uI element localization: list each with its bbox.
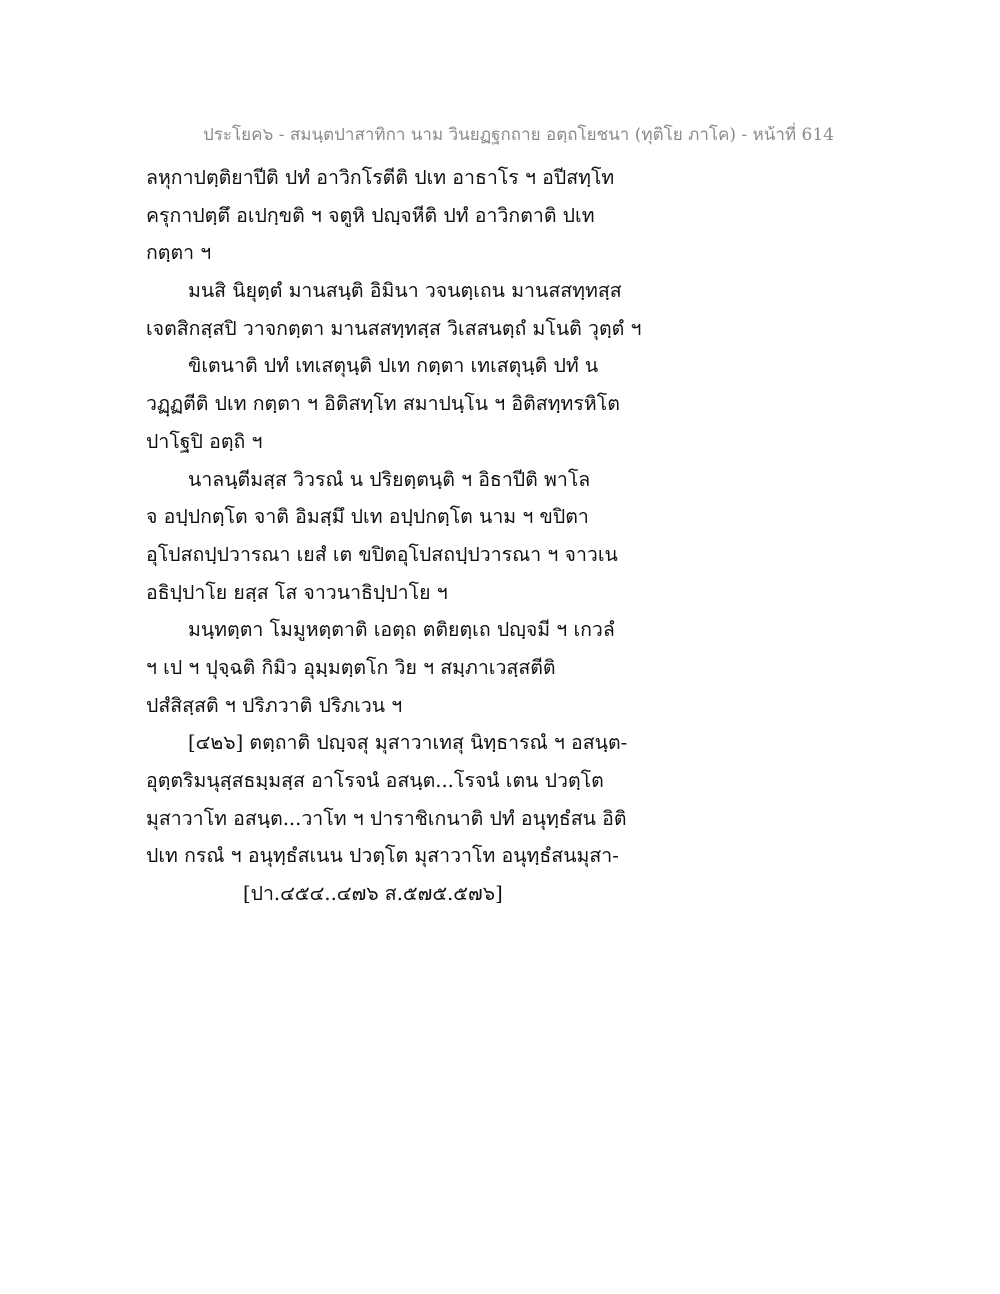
text-line: เจตสิกสฺสปิ วาจกตฺตา มานสสทฺทสฺส วิเสสนตฺถํ มโนติ วุตฺตํ ฯ <box>146 316 642 340</box>
text-line: ครุกาปตฺตึ อเปกฺขติ ฯ จตูหิ ปญฺจหีติ ปทํ อาวิกตาติ ปเท <box>146 203 595 227</box>
text-line: วฏฺฏตีติ ปเท กตฺตา ฯ อิติสทฺโท สมาปนฺโน ฯ อิติสทฺทรหิโต <box>146 392 620 416</box>
text-line: มุสาวาโท อสนฺต...วาโท ฯ ปาราชิเกนาติ ปทํ อนุทฺธํสน อิติ <box>146 806 627 830</box>
paragraph-first-line: [๔๒๖] ตตฺถาติ ปญฺจสุ มุสาวาเทสุ นิทฺธารณํ ฯ อสนฺต- <box>188 731 628 755</box>
reference-line: [ปา.๔๕๔..๔๗๖ ส.๕๗๕.๕๗๖] <box>243 882 503 906</box>
text-line: กตฺตา ฯ <box>146 241 212 265</box>
text-line: จ อปฺปกตฺโต จาติ อิมสฺมึ ปเท อปฺปกตฺโต นาม ฯ ขปิตา <box>146 505 589 529</box>
body-text <box>146 159 846 913</box>
paragraph-first-line: นาลนฺตีมสฺส วิวรณํ น ปริยตฺตนฺติ ฯ อิธาปีติ พาโล <box>188 467 591 491</box>
text-line: ฯ เป ฯ ปุจฺฉติ กิมิว อุมฺมตฺตโก วิย ฯ สมฺภาเวสฺสตีติ <box>146 655 556 679</box>
text-line: ปสํสิสฺสติ ฯ ปริภวาติ ปริภเวน ฯ <box>146 693 403 717</box>
text-line: ลหุกาปตฺติยาปีติ ปทํ อาวิกโรตีติ ปเท อาธาโร ฯ อปีสทฺโท <box>146 166 615 189</box>
paragraph-first-line: ขิเตนาติ ปทํ เทเสตุนฺติ ปเท กตฺตา เทเสตุนฺติ ปทํ น <box>188 354 599 378</box>
paragraph-first-line: มนฺทตฺตา โมมูหตฺตาติ เอตฺถ ตติยตฺเถ ปญฺจมี ฯ เกวลํ <box>188 618 615 642</box>
text-line: อุโปสถปฺปวารณา เยสํ เต ขปิตอุโปสถปฺปวารณา ฯ จาวเน <box>146 542 618 566</box>
text-line: อุตฺตริมนุสฺสธมฺมสฺส อาโรจนํ อสนฺต...โรจนํ เตน ปวตฺโต <box>146 769 604 792</box>
text-line: ปาโฐปิ อตฺถิ ฯ <box>146 429 263 453</box>
text-line: อธิปฺปาโย ยสฺส โส จาวนาธิปฺปาโย ฯ <box>146 580 448 604</box>
paragraph-first-line: มนสิ นิยุตฺตํ มานสนฺติ อิมินา วจนตฺเถน มานสสทฺทสฺส <box>188 279 622 303</box>
text-line: ปเท กรณํ ฯ อนุทฺธํสเนน ปวตฺโต มุสาวาโท อนุทฺธํสนมุสา- <box>146 844 619 868</box>
page-header: ประโยค๖ - สมนฺตปาสาทิกา นาม วินยฏฐกถาย อตฺถโยชนา (ทุติโย ภาโค) - หน้าที่ 614 <box>203 125 834 145</box>
